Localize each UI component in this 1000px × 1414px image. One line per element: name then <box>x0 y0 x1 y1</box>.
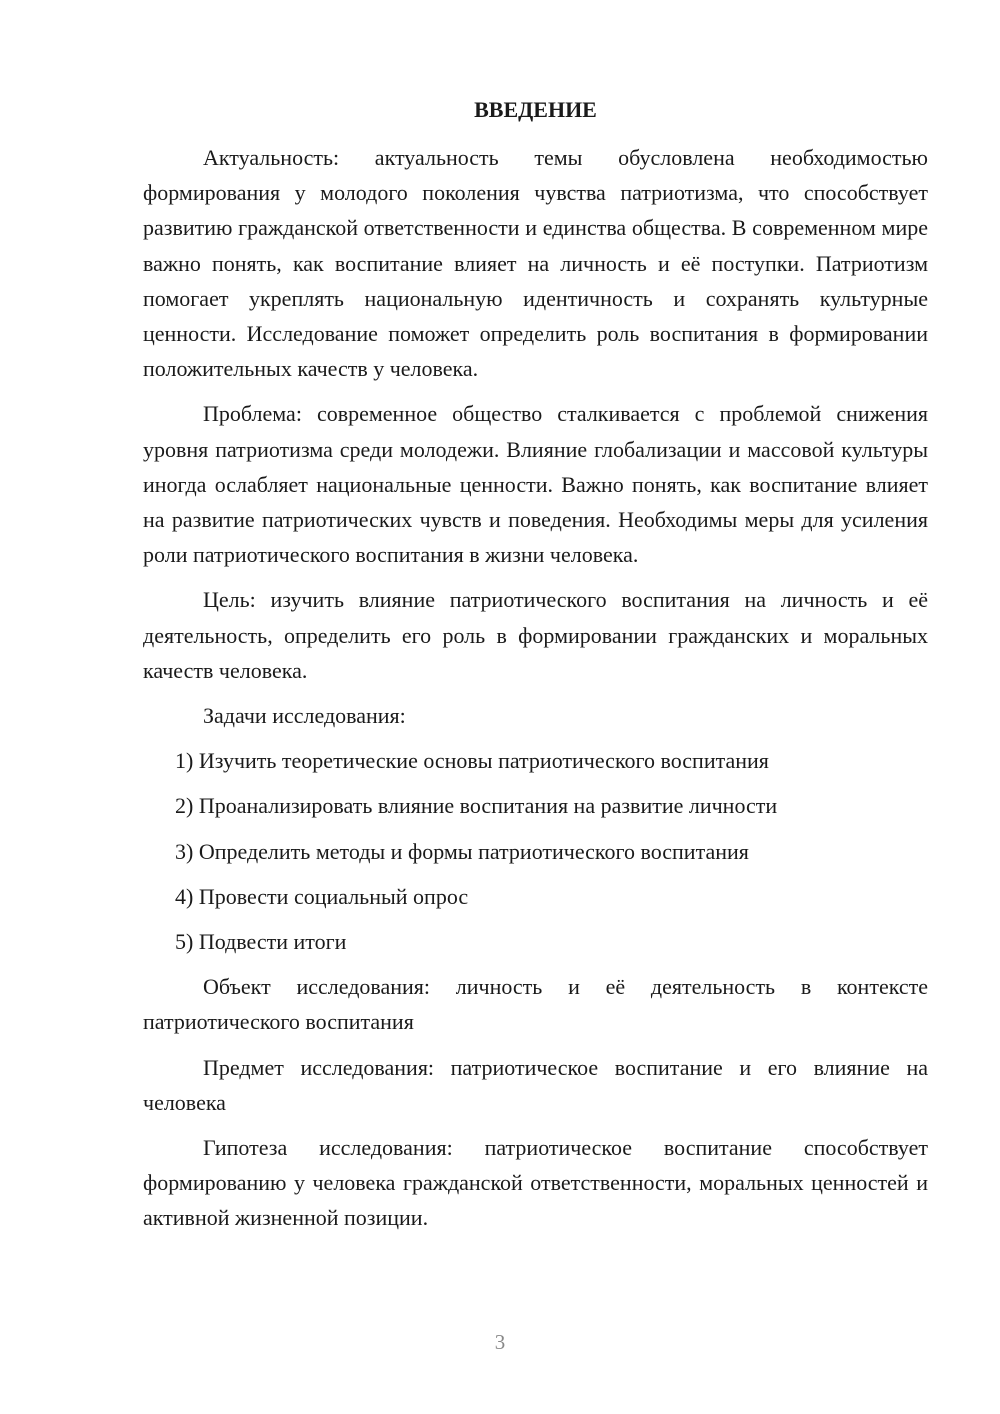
section-title: ВВЕДЕНИЕ <box>474 97 597 122</box>
tasks-list <box>143 743 928 959</box>
list-item: 2) Проанализировать влияние воспитания на развитие личности <box>175 793 778 819</box>
list-item: 5) Подвести итоги <box>175 929 347 955</box>
page-number: 3 <box>494 1330 506 1354</box>
problem-paragraph: Проблема: современное общество сталкивается с проблемой снижения уровня патриотизма среди молодежи. Влияние глобализации и массовой культуры иногда ослабляет национальные ценности. Важно понять, как воспитание влияет на развитие патриотических чувств и поведения. Необходимы меры для усиления роли патриотического воспитания в жизни человека. <box>143 401 928 568</box>
document-page <box>143 92 928 1246</box>
list-item: 3) Определить методы и формы патриотического воспитания <box>175 838 749 864</box>
object-paragraph: Объект исследования: личность и её деятельность в контексте патриотического воспитания <box>143 974 928 1035</box>
goal-paragraph: Цель: изучить влияние патриотического воспитания на личность и её деятельность, определить его роль в формировании гражданских и моральных качеств человека. <box>143 587 928 683</box>
list-item: 1) Изучить теоретические основы патриотического воспитания <box>175 748 769 774</box>
subject-paragraph: Предмет исследования: патриотическое воспитание и его влияние на человека <box>143 1054 928 1115</box>
tasks-heading: Задачи исследования: <box>203 703 406 729</box>
list-item: 4) Провести социальный опрос <box>175 883 469 909</box>
hypothesis-paragraph: Гипотеза исследования: патриотическое воспитание способствует формированию у человека гражданской ответственности, моральных ценностей и активной жизненной позиции. <box>143 1135 928 1231</box>
relevance-paragraph: Актуальность: актуальность темы обусловлена необходимостью формирования у молодого поколения чувства патриотизма, что способствует развитию гражданской ответственности и единства общества. В современном мире важно понять, как воспитание влияет на личность и её поступки. Патриотизм помогает укреплять национальную идентичность и сохранять культурные ценности. Исследование поможет определить роль воспитания в формировании положительных качеств у человека. <box>143 145 928 382</box>
